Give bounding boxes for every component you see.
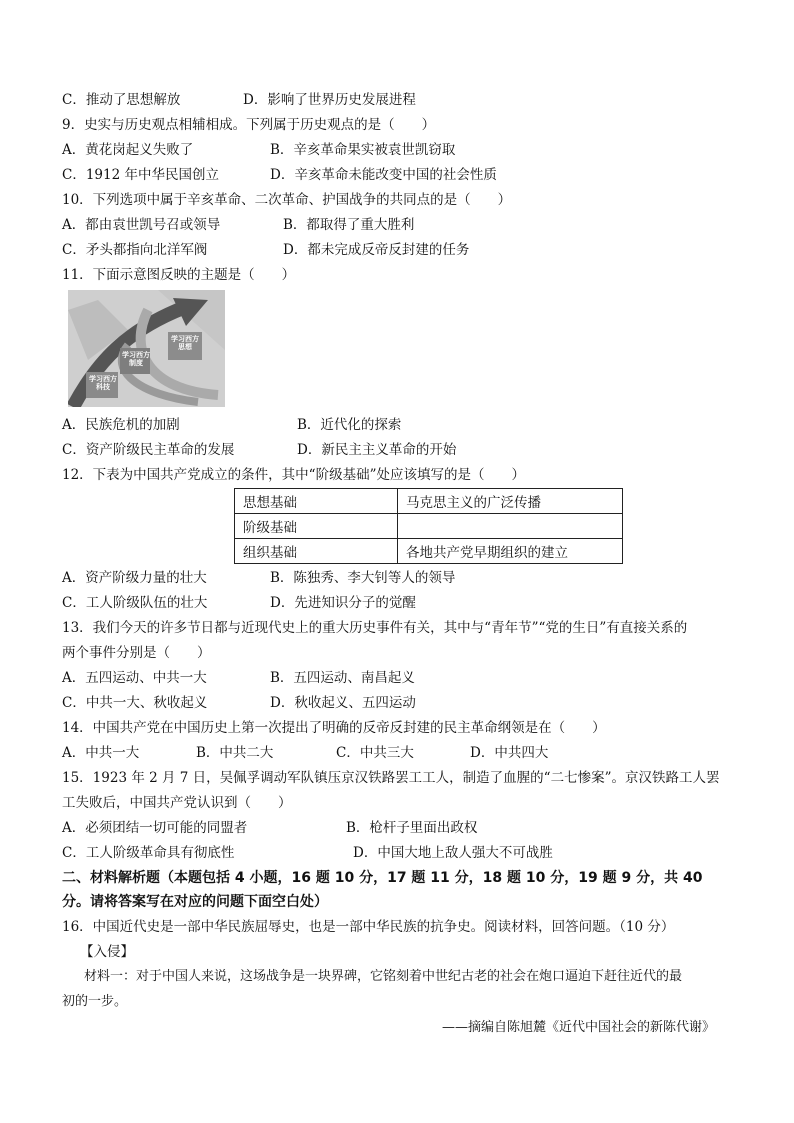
q13-option-b: B．五四运动、南昌起义 xyxy=(270,670,415,686)
q14-option-d: D．中共四大 xyxy=(470,745,549,761)
q12-option-a: A．资产阶级力量的壮大 xyxy=(62,570,207,586)
q15-option-a: A．必须团结一切可能的同盟者 xyxy=(62,820,248,836)
q16-stem: 16．中国近代史是一部中华民族屈辱史，也是一部中华民族的抗争史。阅读材料，回答问题。（10 分） xyxy=(62,919,675,935)
q14-option-c: C．中共三大 xyxy=(336,745,414,761)
q16-source: ——摘编自陈旭麓《近代中国社会的新陈代谢》 xyxy=(442,1020,716,1035)
q9-option-d: D．辛亥革命未能改变中国的社会性质 xyxy=(270,167,497,183)
q16-heading: 【入侵】 xyxy=(80,944,134,960)
modernization-diagram xyxy=(68,290,225,407)
q13-stem-line1: 13．我们今天的许多节日都与近现代史上的重大历史事件有关，其中与“青年节”“党的生日”有直接关系的 xyxy=(62,620,688,636)
q16-material1-line1: 材料一：对于中国人来说，这场战争是一块界碑，它铭刻着中世纪古老的社会在炮口逼迫下赶往近代的最 xyxy=(84,969,683,984)
q12-option-d: D．先进知识分子的觉醒 xyxy=(270,595,416,611)
section2-title-line2: 分。请将答案写在对应的问题下面空白处） xyxy=(62,894,328,910)
q15-stem-line2: 工失败后，中国共产党认识到（ ） xyxy=(62,795,292,811)
q13-option-a: A．五四运动、中共一大 xyxy=(62,670,207,686)
q9-option-b: B．辛亥革命果实被袁世凯窃取 xyxy=(270,142,456,158)
table-cell: 阶级基础 xyxy=(235,514,398,539)
q10-option-b: B．都取得了重大胜利 xyxy=(283,217,415,233)
q9-option-c: C．1912 年中华民国创立 xyxy=(62,167,219,183)
q10-stem: 10．下列选项中属于辛亥革命、二次革命、护国战争的共同点的是（ ） xyxy=(62,192,512,208)
table-cell-blank xyxy=(398,514,623,539)
q12-option-c: C．工人阶级队伍的壮大 xyxy=(62,595,208,611)
figure-label-thought: 学习西方思想 xyxy=(171,335,199,351)
table-row xyxy=(235,514,623,539)
q11-stem: 11．下面示意图反映的主题是（ ） xyxy=(62,267,296,283)
q15-option-b: B．枪杆子里面出政权 xyxy=(346,820,478,836)
q9-option-a: A．黄花岗起义失败了 xyxy=(62,142,194,158)
table-cell: 组织基础 xyxy=(235,539,398,564)
q13-stem-line2: 两个事件分别是（ ） xyxy=(62,645,211,661)
q13-option-c: C．中共一大、秋收起义 xyxy=(62,695,208,711)
q11-option-d: D．新民主主义革命的开始 xyxy=(297,442,457,458)
q15-stem-line1: 15．1923 年 2 月 7 日，吴佩孚调动军队镇压京汉铁路罢工工人，制造了血腥的“二七惨案”。京汉铁路工人罢 xyxy=(62,770,720,786)
q10-option-a: A．都由袁世凯号召或领导 xyxy=(62,217,221,233)
table-cell: 马克思主义的广泛传播 xyxy=(398,489,623,514)
q14-stem: 14．中国共产党在中国历史上第一次提出了明确的反帝反封建的民主革命纲领是在（ ） xyxy=(62,720,606,736)
party-conditions-table xyxy=(234,488,623,564)
q10-option-c: C．矛头都指向北洋军阀 xyxy=(62,242,208,258)
table-row xyxy=(235,489,623,514)
figure-label-system: 学习西方制度 xyxy=(122,351,150,367)
table-cell: 各地共产党早期组织的建立 xyxy=(398,539,623,564)
q15-option-d: D．中国大地上敌人强大不可战胜 xyxy=(353,845,553,861)
q14-option-a: A．中共一大 xyxy=(62,745,140,761)
table-row xyxy=(235,539,623,564)
q12-option-b: B．陈独秀、李大钊等人的领导 xyxy=(270,570,456,586)
table-cell: 思想基础 xyxy=(235,489,398,514)
q8-option-c: C．推动了思想解放 xyxy=(62,92,181,108)
section2-title-line1: 二、材料解析题（本题包括 4 小题，16 题 10 分，17 题 11 分，18 题 10 分，19 题 9 分，共 40 xyxy=(62,870,703,886)
q14-option-b: B．中共二大 xyxy=(196,745,274,761)
q8-option-d: D．影响了世界历史发展进程 xyxy=(243,92,416,108)
figure-label-tech: 学习西方科技 xyxy=(89,375,117,391)
q13-option-d: D．秋收起义、五四运动 xyxy=(270,695,416,711)
q11-option-c: C．资产阶级民主革命的发展 xyxy=(62,442,235,458)
q16-material1-line2: 初的一步。 xyxy=(62,994,128,1009)
q11-option-a: A．民族危机的加剧 xyxy=(62,417,180,433)
q12-stem: 12．下表为中国共产党成立的条件，其中“阶级基础”处应该填写的是（ ） xyxy=(62,467,525,483)
q9-stem: 9．史实与历史观点相辅相成。下列属于历史观点的是（ ） xyxy=(62,117,436,133)
q10-option-d: D．都未完成反帝反封建的任务 xyxy=(283,242,470,258)
q15-option-c: C．工人阶级革命具有彻底性 xyxy=(62,845,235,861)
q11-option-b: B．近代化的探索 xyxy=(297,417,402,433)
